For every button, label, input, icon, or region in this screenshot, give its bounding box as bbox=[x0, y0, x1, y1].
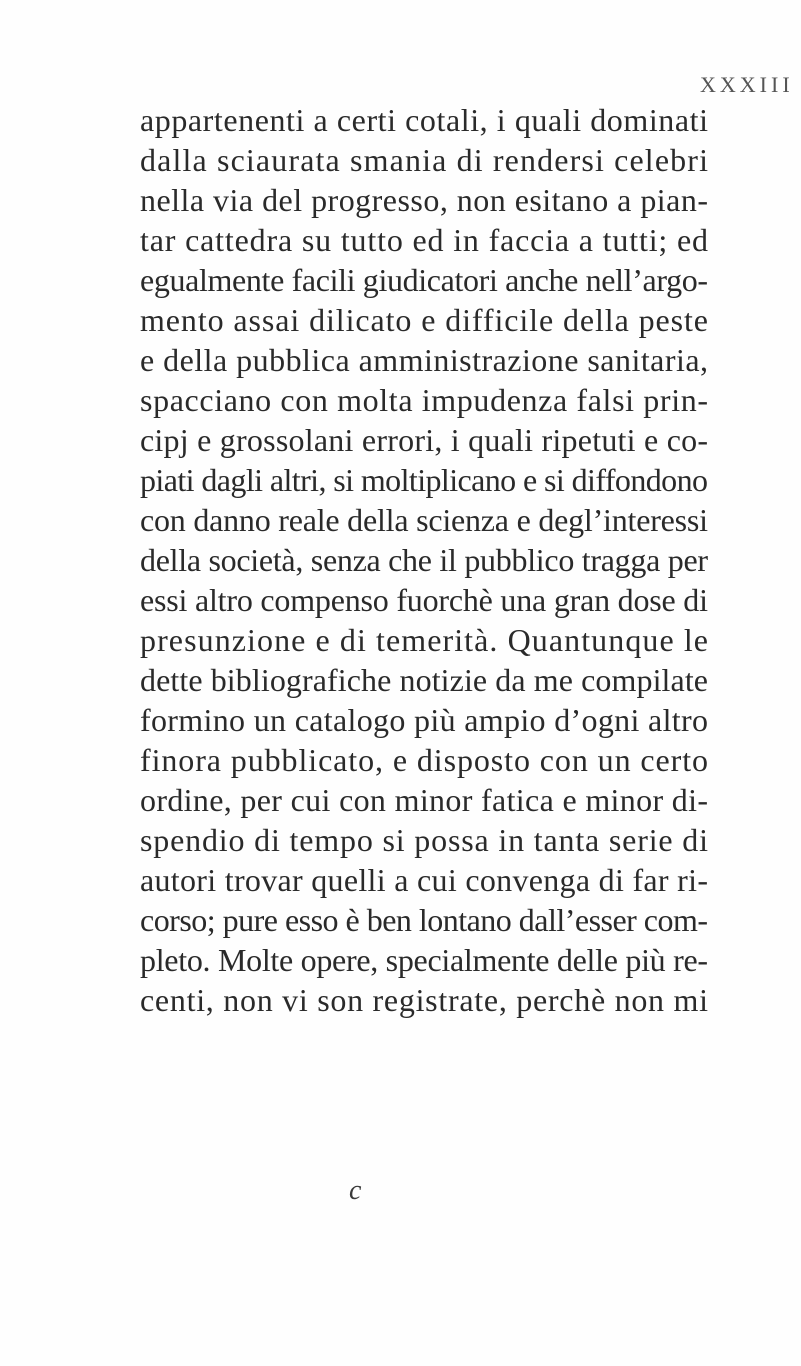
text-line: nella via del progresso, non esitano a pian- bbox=[140, 182, 709, 218]
text-line: egualmente facili giudicatori anche nell’argo- bbox=[140, 262, 708, 298]
signature-mark: c bbox=[349, 1175, 362, 1206]
text-line: autori trovar quelli a cui convenga di far ri- bbox=[140, 862, 709, 898]
text-line: e della pubblica amministrazione sanitaria, bbox=[140, 342, 709, 378]
text-line: della società, senza che il pubblico tragga per bbox=[140, 542, 708, 578]
text-line: con danno reale della scienza e degl’interessi bbox=[140, 502, 708, 538]
text-line: dalla sciaurata smania di rendersi celebri bbox=[140, 142, 710, 178]
text-line: finora pubblicato, e disposto con un certo bbox=[140, 742, 709, 778]
text-line: essi altro compenso fuorchè una gran dose di bbox=[140, 582, 708, 618]
text-line: spacciano con molta impudenza falsi prin- bbox=[140, 382, 709, 418]
text-line: tar cattedra su tutto ed in faccia a tutti; ed bbox=[140, 222, 709, 258]
text-line: mento assai dilicato e difficile della peste bbox=[140, 302, 709, 338]
text-line: piati dagli altri, si moltiplicano e si diffondono bbox=[140, 462, 708, 498]
text-line: centi, non vi son registrate, perchè non mi bbox=[140, 982, 709, 1018]
text-line: presunzione e di temerità. Quantunque le bbox=[140, 622, 710, 658]
text-line: spendio di tempo si possa in tanta serie di bbox=[140, 822, 709, 858]
text-line: formino un catalogo più ampio d’ogni altro bbox=[140, 702, 709, 738]
text-line: corso; pure esso è ben lontano dall’esser com- bbox=[140, 902, 708, 938]
text-line: appartenenti a certi cotali, i quali dominati bbox=[140, 102, 709, 138]
text-line: dette bibliografiche notizie da me compilate bbox=[140, 662, 709, 698]
text-line: cipj e grossolani errori, i quali ripetuti e co- bbox=[140, 422, 709, 458]
page-number: XXXIII bbox=[700, 72, 794, 97]
text-line: ordine, per cui con minor fatica e minor di- bbox=[140, 782, 709, 818]
text-line: pleto. Molte opere, specialmente delle più re- bbox=[140, 942, 708, 978]
